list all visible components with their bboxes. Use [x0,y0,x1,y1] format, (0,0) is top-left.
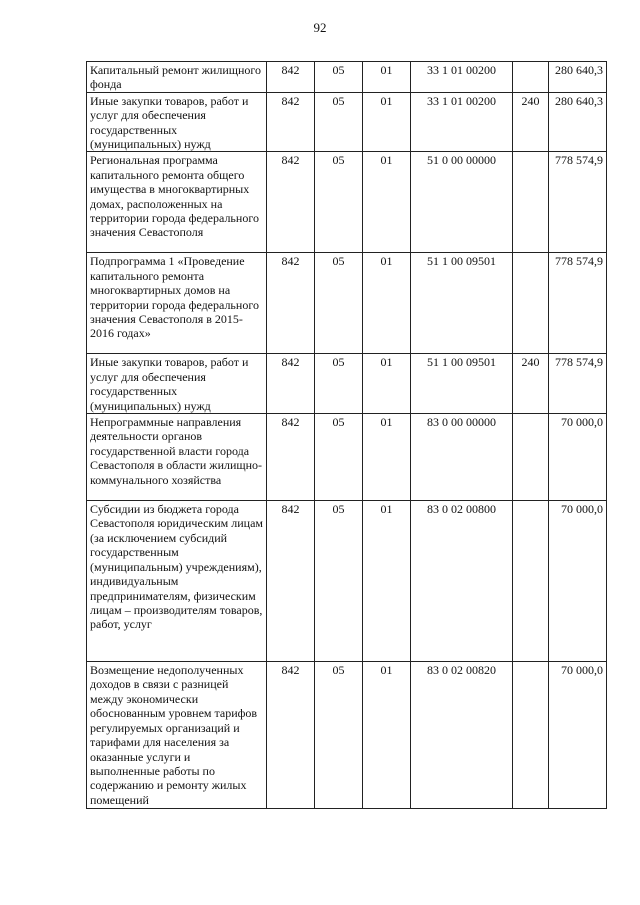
row-section: 05 [315,152,363,253]
row-name: Возмещение недополученных доходов в связи с разницей между экономически обоснованным уровнем тарифов регулируемых организаций и тарифами для населения за оказанные услуги и выполненные работы по содержанию и ремонту жилых помещений [87,662,267,809]
row-sum: 70 000,0 [549,501,607,662]
row-name: Иные закупки товаров, работ и услуг для обеспечения государственных (муниципальных) нужд [87,354,267,414]
row-expense-type [513,253,549,354]
row-expense-type [513,152,549,253]
row-subsection: 01 [363,62,411,93]
row-section: 05 [315,414,363,501]
table-row [87,62,607,93]
row-name: Иные закупки товаров, работ и услуг для обеспечения государственных (муниципальных) нужд [87,92,267,152]
row-section: 05 [315,92,363,152]
row-target-article: 83 0 02 00800 [411,501,513,662]
row-target-article: 33 1 01 00200 [411,62,513,93]
row-subsection: 01 [363,414,411,501]
row-subsection: 01 [363,92,411,152]
row-sum: 778 574,9 [549,152,607,253]
row-name: Подпрограмма 1 «Проведение капитального ремонта многоквартирных домов на территории города федерального значения Севастополя в 2015-2016 годах» [87,253,267,354]
row-name: Капитальный ремонт жилищного фонда [87,62,267,93]
row-ved: 842 [267,501,315,662]
row-expense-type [513,662,549,809]
row-expense-type [513,62,549,93]
row-target-article: 51 0 00 00000 [411,152,513,253]
row-ved: 842 [267,662,315,809]
table-row [87,414,607,501]
row-expense-type: 240 [513,92,549,152]
table-row [87,92,607,152]
row-section: 05 [315,253,363,354]
row-sum: 778 574,9 [549,354,607,414]
row-name: Региональная программа капитального ремонта общего имущества в многоквартирных домах, расположенных на территории города федерального значения Севастополя [87,152,267,253]
row-subsection: 01 [363,152,411,253]
row-sum: 70 000,0 [549,662,607,809]
row-name: Непрограммные направления деятельности органов государственной власти города Севастополя в области жилищно-коммунального хозяйства [87,414,267,501]
table-row [87,354,607,414]
row-ved: 842 [267,253,315,354]
row-name: Субсидии из бюджета города Севастополя юридическим лицам (за исключением субсидий государственным (муниципальным) учреждениям), индивидуальным предпринимателям, физическим лицам – производителям товаров, работ, услуг [87,501,267,662]
row-expense-type [513,414,549,501]
row-subsection: 01 [363,501,411,662]
row-subsection: 01 [363,354,411,414]
row-target-article: 51 1 00 09501 [411,354,513,414]
table-row [87,501,607,662]
row-ved: 842 [267,414,315,501]
row-ved: 842 [267,152,315,253]
table-row [87,662,607,809]
row-sum: 280 640,3 [549,62,607,93]
row-target-article: 33 1 01 00200 [411,92,513,152]
row-section: 05 [315,662,363,809]
row-sum: 70 000,0 [549,414,607,501]
row-expense-type: 240 [513,354,549,414]
row-section: 05 [315,501,363,662]
row-section: 05 [315,62,363,93]
row-ved: 842 [267,62,315,93]
row-ved: 842 [267,92,315,152]
row-target-article: 51 1 00 09501 [411,253,513,354]
page-number: 92 [313,20,327,35]
row-section: 05 [315,354,363,414]
row-sum: 280 640,3 [549,92,607,152]
budget-table [86,61,607,809]
table-row [87,253,607,354]
row-ved: 842 [267,354,315,414]
row-target-article: 83 0 00 00000 [411,414,513,501]
row-target-article: 83 0 02 00820 [411,662,513,809]
row-subsection: 01 [363,253,411,354]
row-subsection: 01 [363,662,411,809]
row-expense-type [513,501,549,662]
row-sum: 778 574,9 [549,253,607,354]
table-row [87,152,607,253]
